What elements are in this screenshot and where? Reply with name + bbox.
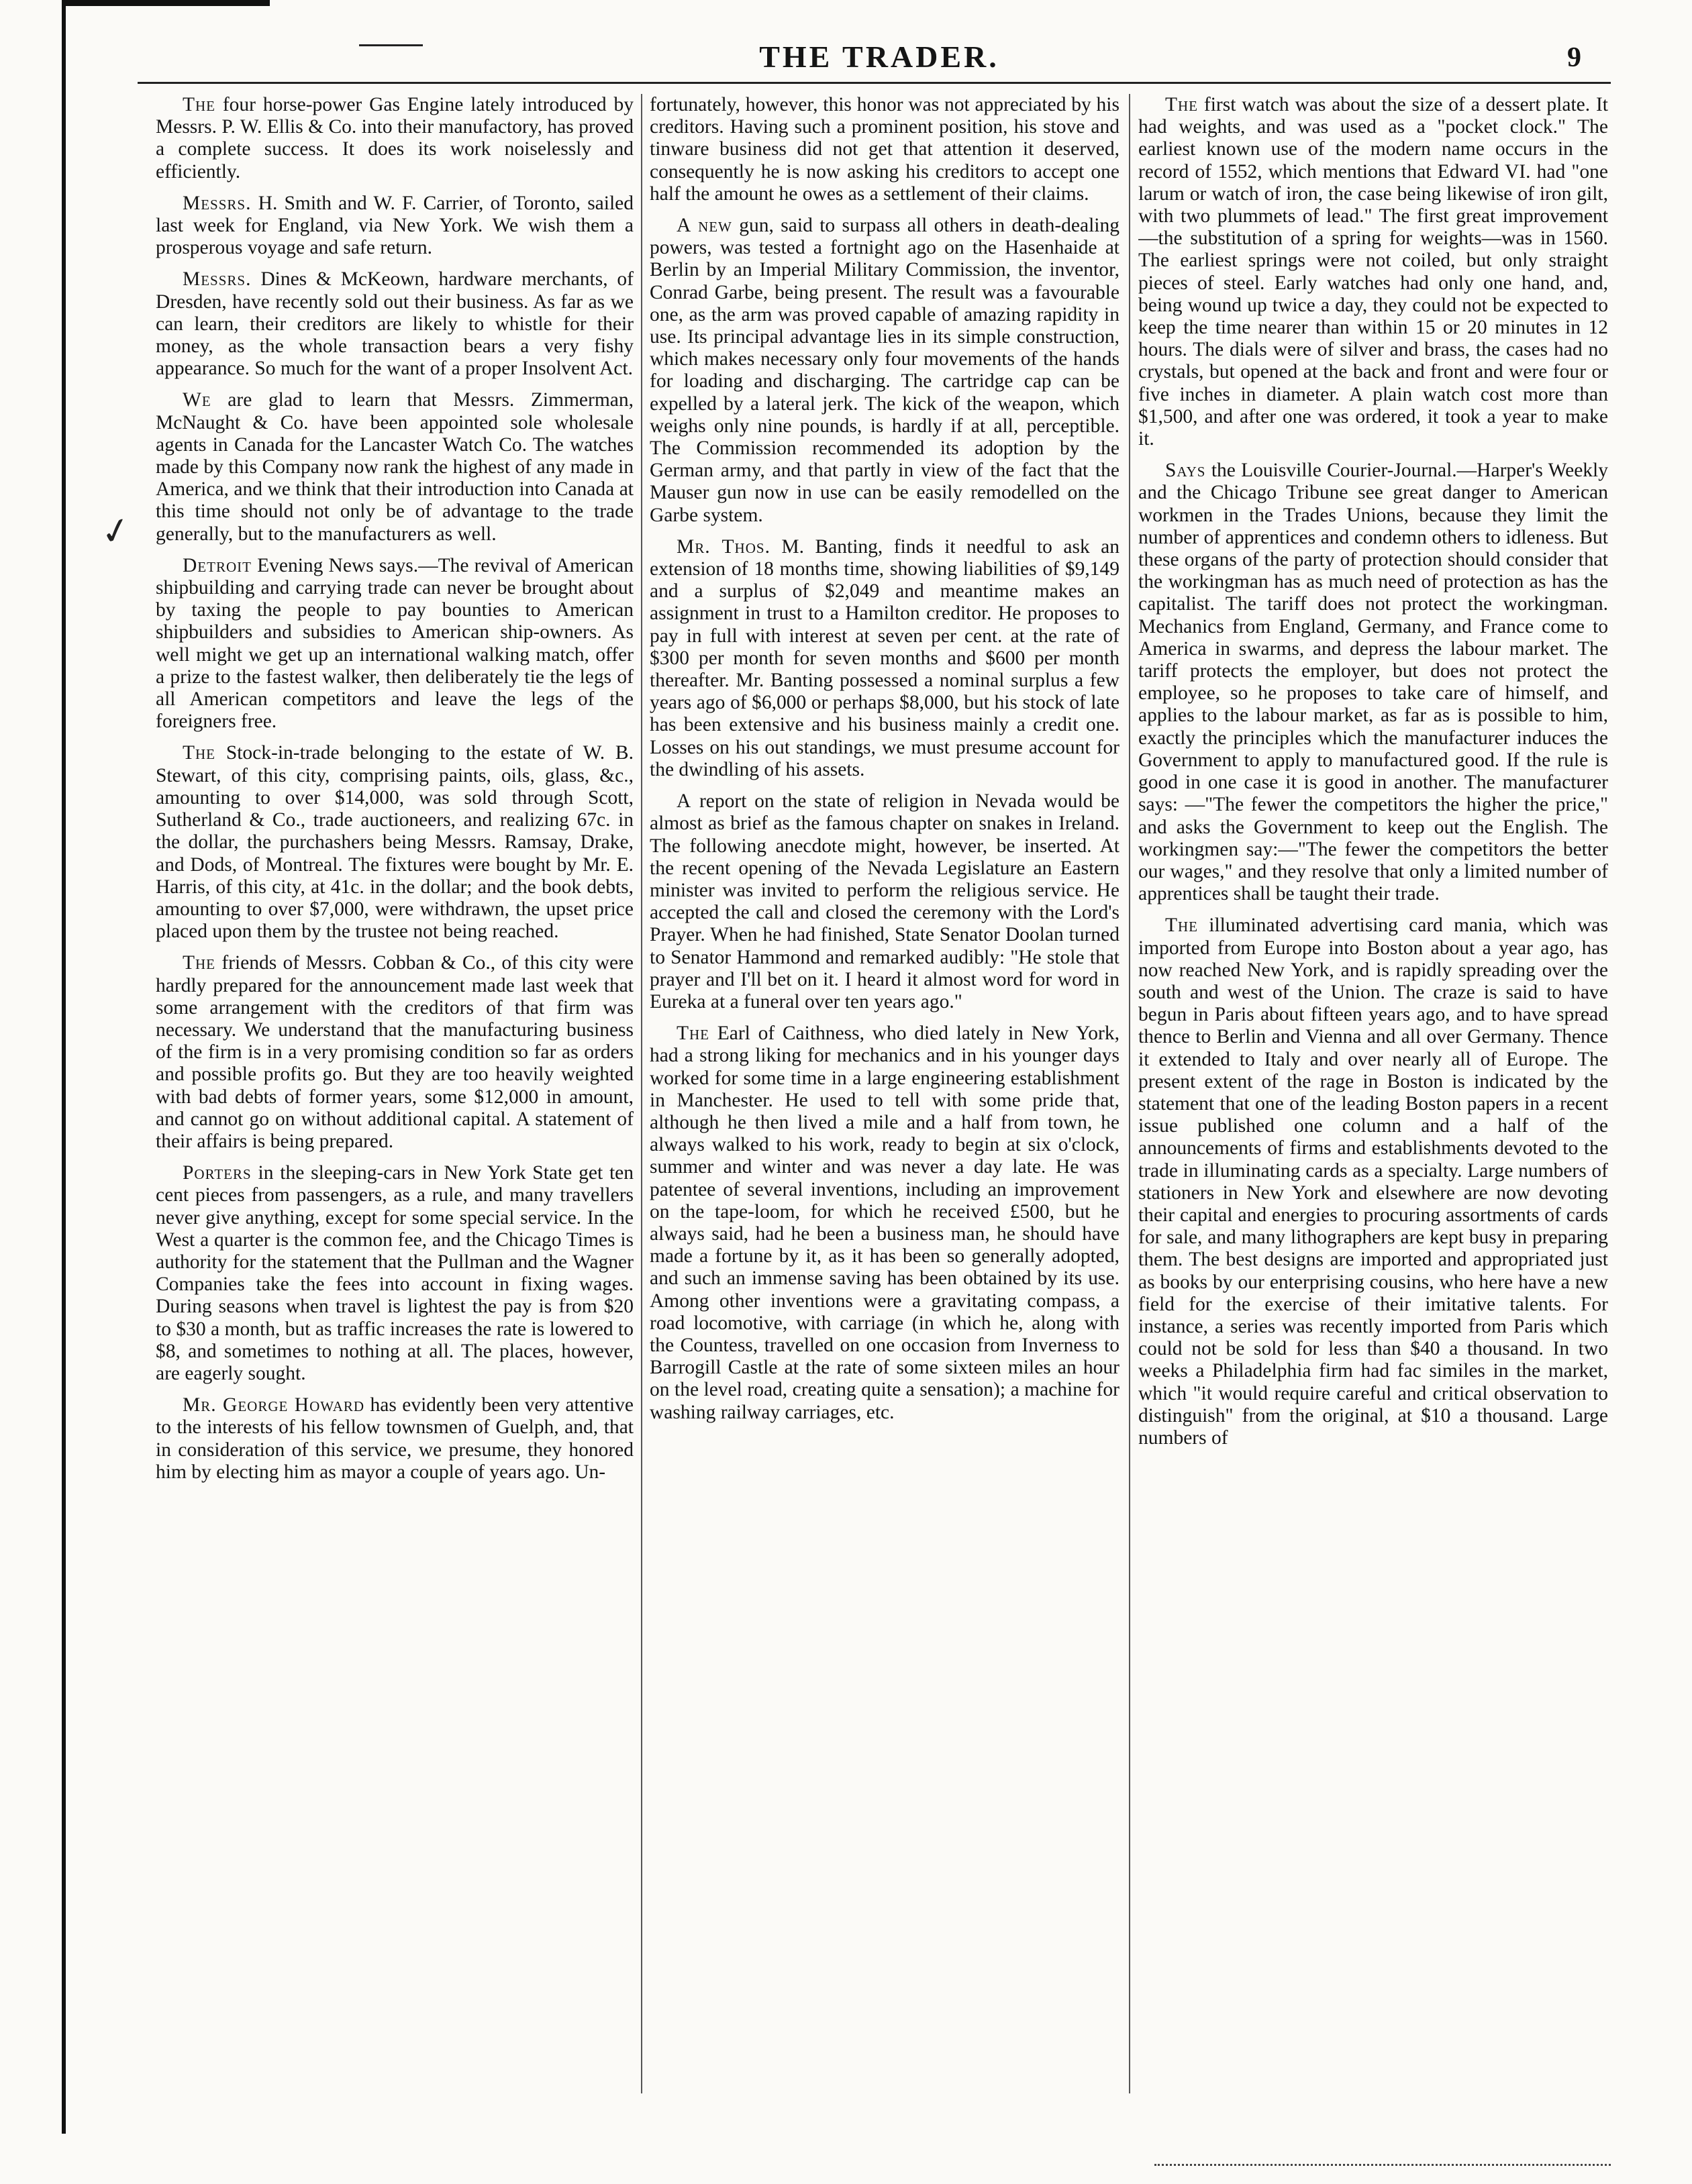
article-paragraph <box>1138 460 1608 905</box>
article-body: friends of Messrs. Cobban & Co., of this city were hardly prepared for the announcement made last week that some arrangement with the creditors of that firm was necessary. We understand that the manufacturing business of the firm is in a very promising condition so far as orders and possible profits go. But they are too heavily weighted with bad debts of former years, some $12,000 in amount, and cannot go on without additional capital. A statement of their affairs is being prepared. <box>156 952 634 1152</box>
article-paragraph <box>1138 915 1608 1449</box>
article-body: report on the state of religion in Nevada would be almost as brief as the famous chapter on snakes in Ireland. The following anecdote might, however, be inserted. At the recent opening of the Nevada Legislature an Eastern minister was invited to perform the religious service. He accepted the call and closed the ceremony with the Lord's Prayer. When he had finished, State Senator Doolan turned to Senator Hammond and remarked audibly: "He stole that prayer and I'll bet on it. I heard it almost word for word in Eureka at a funeral over ten years ago." <box>650 790 1119 1012</box>
article-lead: The <box>1165 94 1199 115</box>
column-2 <box>650 94 1119 2103</box>
top-dash <box>359 44 423 46</box>
article-body: Dines & McKeown, hardware merchants, of Dresden, have recently sold out their business. As far as we can learn, their creditors are likely to whistle for their money, as the whole transaction bears a very fishy appearance. So much for the want of a proper Insolvent Act. <box>156 268 634 380</box>
article-lead: Detroit <box>183 554 252 576</box>
article-lead: Messrs. <box>183 268 252 291</box>
column-divider <box>1129 94 1130 2093</box>
article-paragraph <box>156 555 634 733</box>
left-edge-rule <box>62 0 66 2134</box>
article-lead: Mr. George Howard <box>183 1394 365 1416</box>
article-paragraph <box>650 790 1119 1013</box>
article-lead: The <box>183 742 216 764</box>
article-lead: Porters <box>183 1162 252 1184</box>
article-body: has evidently been very attentive to the interests of his fellow townsmen of Guelph, and, that in consideration of this service, we presume, they honored him by electing him as mayor a couple of years ago. Un- <box>156 1394 634 1483</box>
article-lead: Messrs. <box>183 192 252 214</box>
article-body: fortunately, however, this honor was not appreciated by his creditors. Having such a prominent position, his stove and tinware business did not get that attention it deserved, consequently he is now asking his creditors to accept one half the amount he owes as a settlement of their claims. <box>650 94 1119 205</box>
article-paragraph <box>650 215 1119 527</box>
article-paragraph <box>156 742 634 943</box>
article-lead: The <box>183 94 216 115</box>
article-body: Stock-in-trade belonging to the estate of W. B. Stewart, of this city, comprising paints, oils, glass, &c., amounting to over $14,000, was sold through Scott, Sutherland & Co., trade auctioneers, and realizing 67c. in the dollar, the purchashers being Messrs. Ramsay, Drake, and Dods, of Montreal. The fixtures were bought by Mr. E. Harris, of this city, at 41c. in the dollar; and the book debts, amounting to over $7,000, were withdrawn, the upset price placed upon them by the trustee not being reached. <box>156 742 634 943</box>
page-number: 9 <box>1567 42 1581 73</box>
article-lead: We <box>183 389 211 411</box>
article-body: Evening News says.—The revival of American shipbuilding and carrying trade can never be brought about by taxing the people to pay bounties to American shipbuilders and subsidies to American ship-owners. As well might we get up an international walking match, offer a prize to the fastest walker, then deliberately tie the legs of all American competitors and leave the legs of the foreigners free. <box>156 554 634 733</box>
column-1 <box>156 94 634 2103</box>
article-paragraph <box>1138 94 1608 450</box>
article-lead: A new <box>677 215 732 237</box>
article-paragraph <box>156 193 634 260</box>
article-body: in the sleeping-cars in New York State get ten cent pieces from passengers, as a rule, and many travellers never give anything, except for some special service. In the West a quarter is the common fee, and the Chicago Times is authority for the statement that the Pullman and the Wagner Companies take the fees into account in fixing wages. During seasons when travel is lightest the pay is from $20 to $30 a month, but as traffic increases the rate is lowered to $8, and sometimes to nothing at all. The places, however, are eagerly sought. <box>156 1162 634 1384</box>
article-paragraph <box>650 94 1119 205</box>
article-lead: Says <box>1165 460 1206 482</box>
article-lead: The <box>677 1023 710 1045</box>
article-paragraph <box>156 1394 634 1484</box>
top-edge-rule <box>62 0 270 6</box>
article-paragraph <box>650 536 1119 781</box>
article-lead: A <box>677 790 692 813</box>
article-body: are glad to learn that Messrs. Zimmerman, McNaught & Co. have been appointed sole wholesale agents in Canada for the Lancaster Watch Co. The watches made by this Company now rank the highest of any made in America, and we think that their introduction into Canada at this time should not only be of advantage to the trade generally, but to the manufacturers as well. <box>156 389 634 545</box>
article-body: gun, said to surpass all others in death-dealing powers, was tested a fortnight ago on the Hasenhaide at Berlin by an Imperial Military Commission, the inventor, Conrad Garbe, being present. The result was a favourable one, as the arm was proved capable of amazing rapidity in use. Its principal advantage lies in its simple construction, which makes necessary only four movements of the hands for loading and discharging. The cartridge cap can be expelled by a lateral jerk. The kick of the weapon, which weighs only nine pounds, is hardly if at all, perceptible. The Commission recommended its adoption by the German army, and that partly in view of the fact that the Mauser gun now in use can be easily remodelled on the Garbe system. <box>650 215 1119 526</box>
article-body: M. Banting, finds it needful to ask an extension of 18 months time, showing liabilities of $9,149 and a surplus of $2,049 and meantime makes an assignment in trust to a Hamilton creditor. He proposes to pay in full with interest at seven per cent. at the rate of $300 per month for seven months and $600 per month thereafter. Mr. Banting possessed a nominal surplus a few years ago of $6,000 or perhaps $8,000, but his stock of late has been extensive and his business mainly a credit one. Losses on his out standings, we must presume account for the dwindling of his assets. <box>650 535 1119 780</box>
bottom-rule <box>1154 2164 1611 2169</box>
article-body: first watch was about the size of a dessert plate. It had weights, and was used as a "pocket clock." The earliest known use of the modern name occurs in the record of 1552, which mentions that Edward VI. had "one larum or watch of iron, the case being likewise of iron gilt, with two plummets of lead." The first great improvement—the substitution of a spring for weights—was in 1560. The earliest springs were not coiled, but only straight pieces of steel. Early watches had only one hand, and, being wound up twice a day, they could not be expected to keep the time nearer than within 15 or 20 minutes in 12 hours. The dials were of silver and brass, the cases had no crystals, but opened at the back and front and were four or five inches in diameter. A plain watch cost more than $1,500, and after one was ordered, it took a year to make it. <box>1138 94 1608 450</box>
article-body: the Louisville Courier-Journal.—Harper's Weekly and the Chicago Tribune see great danger to American workmen in the Trades Unions, because they limit the number of apprentices and condemn others to idleness. But these organs of the party of protection should consider that the workingman has as much need of protection as has the capitalist. The tariff does not protect the workingman. Mechanics from England, Germany, and France come to America in swarms, and depress the labour market. The tariff protects the employer, but does not protect the employee, so he proposes to take care of himself, and applies to the labour market, as far as is possible to him, exactly the principles which the manufacturer induces the Government to apply to manufactured good. If the rule is good in one case it is good in another. The manufacturer says: —"The fewer the competitors the higher the price," and asks the Government to keep out the English. The workingmen say:—"The fewer the competitors the better our wages," and they resolve that only a limited number of apprentices shall be taught their trade. <box>1138 460 1608 905</box>
article-body: Earl of Caithness, who died lately in New York, had a strong liking for mechanics and in his younger days worked for some time in a large engineering establishment in Manchester. He used to tell with some pride that, although he then lived a mile and a half from town, he always walked to his work, ready to begin at six o'clock, summer and winter and was never a day late. He was patentee of several inventions, including an improvement on the tape-loom, for which he received £500, but he always said, had he been a business man, he should have made a fortune by it, as it has been so generally adopted, and such an immense saving has been obtained by its use. Among other inventions were a gravitating compass, a road locomotive, with carriage (in which he, along with the Countess, travelled on one occasion from Inverness to Barrogill Castle at the rate of some sixteen miles an hour on the level road, creating quite a sensation); a machine for washing railway carriages, etc. <box>650 1023 1119 1423</box>
header-rule <box>138 82 1611 84</box>
article-paragraph <box>156 94 634 183</box>
article-paragraph <box>650 1023 1119 1424</box>
article-paragraph <box>156 952 634 1153</box>
article-lead: Mr. Thos. <box>677 535 770 558</box>
article-body: H. Smith and W. F. Carrier, of Toronto, sailed last week for England, via New York. We wish them a prosperous voyage and safe return. <box>156 192 634 259</box>
article-lead: The <box>183 952 216 974</box>
check-mark-icon: ✓ <box>96 507 136 556</box>
article-body: four horse-power Gas Engine lately introduced by Messrs. P. W. Ellis & Co. into their manufactory, has proved a complete success. It does its work noiselessly and efficiently. <box>156 94 634 183</box>
column-3 <box>1138 94 1608 2103</box>
article-lead: The <box>1165 915 1199 937</box>
article-paragraph <box>156 389 634 545</box>
article-body: illuminated advertising card mania, which was imported from Europe into Boston about a year ago, has now reached New York, and is rapidly spreading over the south and west of the Union. The craze is said to have begun in Paris about fifteen years ago, and to have spread thence to Berlin and Vienna and all over Germany. Thence it extended to Italy and over nearly all of Europe. The present extent of the rage in Boston is indicated by the statement that one of the leading Boston papers in a recent issue published one column and a half of the announcements of firms and establishments devoted to the trade in illuminating cards as a specialty. Large numbers of stationers in New York and elsewhere are now devoting their capital and energies to procuring assortments of cards for sale, and many lithographers are kept busy in preparing them. The best designs are imported and appropriated just as books by our enterprising cousins, who here have a new field for the exercise of their imitative talents. For instance, a series was recently imported from Paris which could not be sold for less than $40 a thousand. In two weeks a Philadelphia firm had fac similes in the market, which "it would require careful and critical observation to distinguish" from the original, at $10 a thousand. Large numbers of <box>1138 915 1608 1449</box>
article-paragraph <box>156 268 634 380</box>
column-divider <box>641 94 642 2093</box>
page-title: THE TRADER. <box>759 40 999 74</box>
article-paragraph <box>156 1162 634 1385</box>
